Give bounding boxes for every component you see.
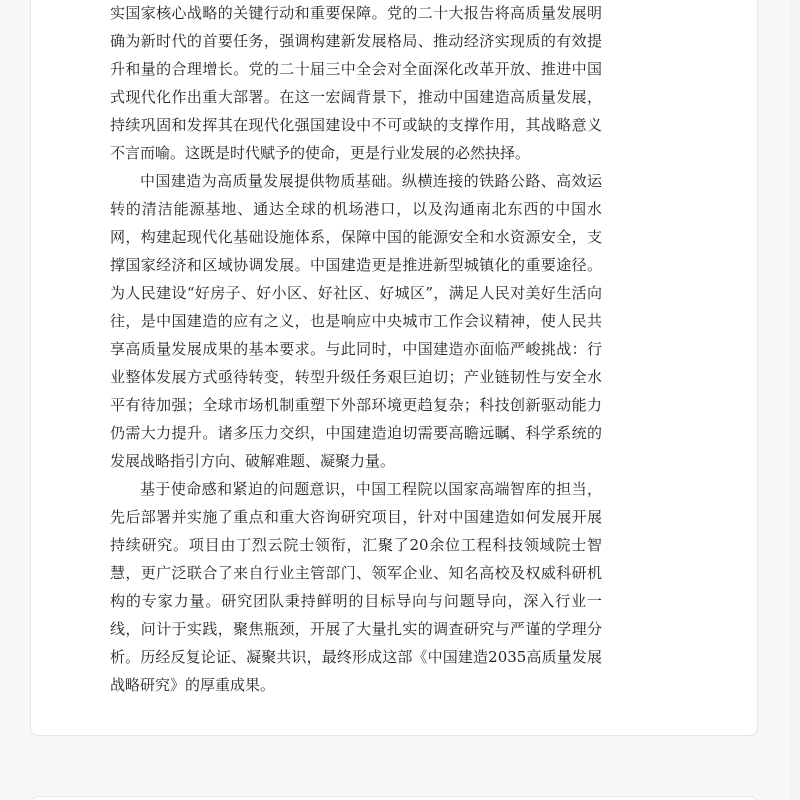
- document-page: [30, 0, 758, 736]
- paragraph-2: 中国建造为高质量发展提供物质基础。纵横连接的铁路公路、高效运转的清洁能源基地、通达全球的机场港口，以及沟通南北东西的中国水网，构建起现代化基础设施体系，保障中国的能源安全和水资源安全，支撑国家经济和区域协调发展。中国建造更是推进新型城镇化的重要途径。为人民建设“好房子、好小区、好社区、好城区”，满足人民对美好生活向往，是中国建造的应有之义，也是响应中央城市工作会议精神，使人民共享高质量发展成果的基本要求。与此同时，中国建造亦面临严峻挑战：行业整体发展方式亟待转变，转型升级任务艰巨迫切；产业链韧性与安全水平有待加强；全球市场机制重塑下外部环境更趋复杂；科技创新驱动能力仍需大力提升。诸多压力交织，中国建造迫切需要高瞻远瞩、科学系统的发展战略指引方向、破解难题、凝聚力量。: [110, 172, 602, 470]
- next-document-page: [30, 796, 758, 800]
- scrollbar[interactable]: [790, 0, 800, 800]
- paragraph-3: 基于使命感和紧迫的问题意识，中国工程院以国家高端智库的担当，先后部署并实施了重点和重大咨询研究项目，针对中国建造如何发展开展持续研究。项目由丁烈云院士领衔，汇聚了20余位工程科技领域院士智慧，更广泛联合了来自行业主管部门、领军企业、知名高校及权威科研机构的专家力量。研究团队秉持鲜明的目标导向与问题导向，深入行业一线，问计于实践，聚焦瓶颈，开展了大量扎实的调查研究与严谨的学理分析。历经反复论证、凝聚共识，最终形成这部《中国建造2035高质量发展战略研究》的厚重成果。: [110, 480, 602, 694]
- paragraph-1: 实国家核心战略的关键行动和重要保障。党的二十大报告将高质量发展明确为新时代的首要任务，强调构建新发展格局、推动经济实现质的有效提升和量的合理增长。党的二十届三中全会对全面深化改革开放、推进中国式现代化作出重大部署。在这一宏阔背景下，推动中国建造高质量发展，持续巩固和发挥其在现代化强国建设中不可或缺的支撑作用，其战略意义不言而喻。这既是时代赋予的使命，更是行业发展的必然抉择。: [110, 4, 602, 162]
- page-body: [110, 0, 602, 699]
